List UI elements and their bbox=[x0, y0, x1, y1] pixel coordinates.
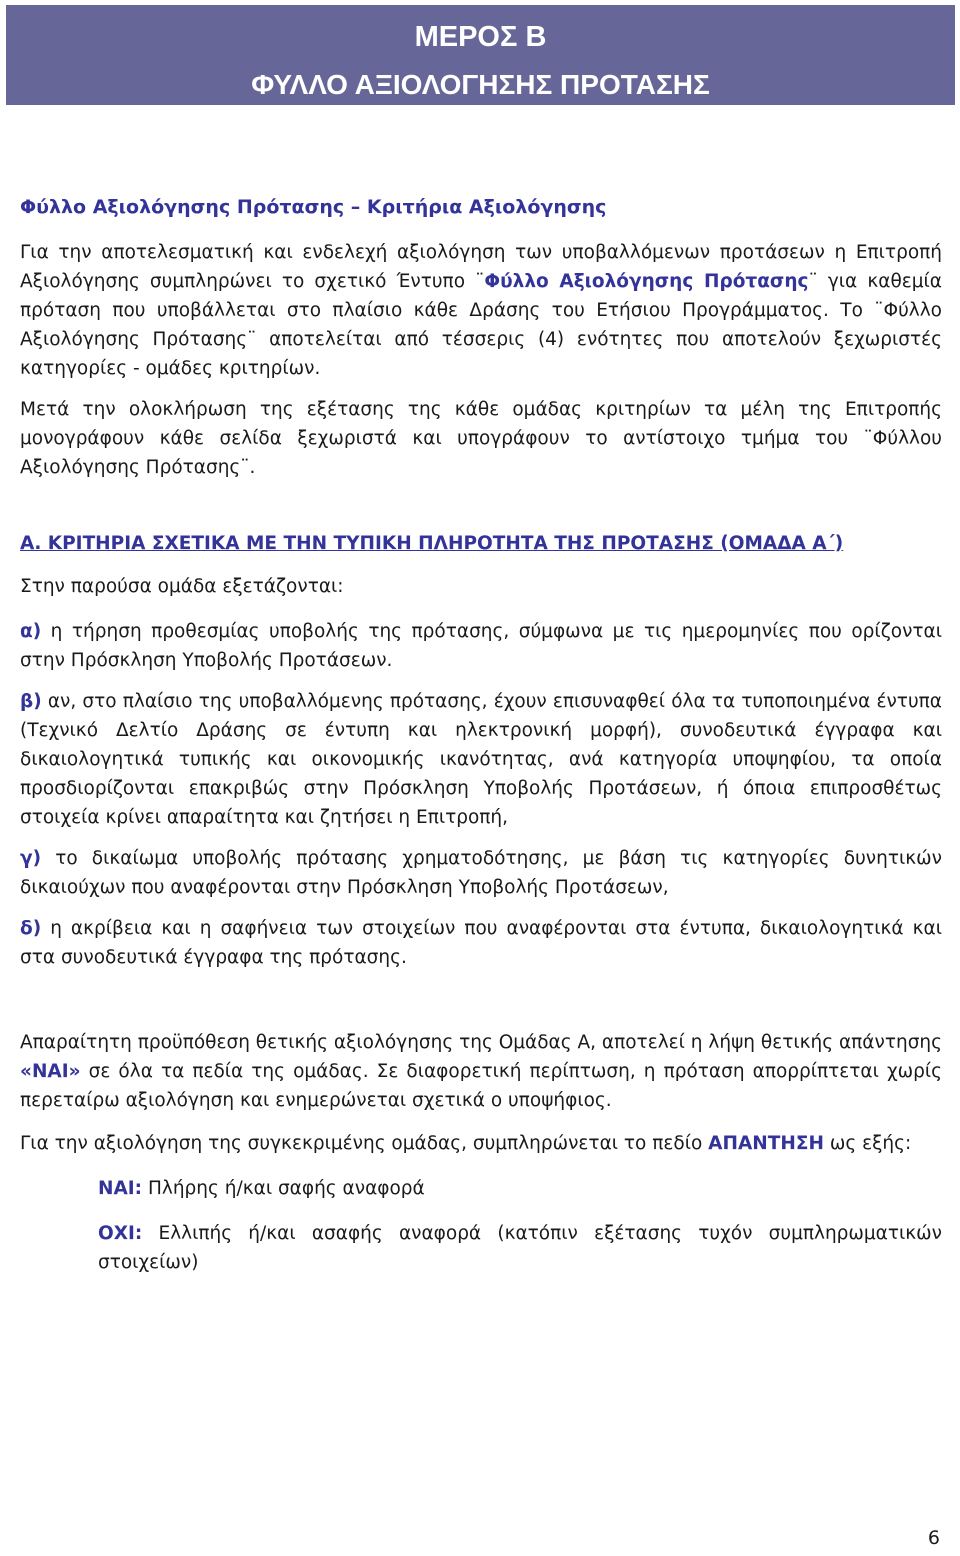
item-text: το δικαίωμα υποβολής πρότασης χρηματοδότησης, με βάση τις κατηγορίες δυνητικών δικαιούχων που αναφέρονται στην Πρόσκληση Υποβολής Προτάσεων, bbox=[20, 848, 942, 898]
criterion-item bbox=[20, 617, 942, 675]
instructions-text-cont: ως εξής: bbox=[824, 1133, 912, 1154]
prerequisite-text-cont: σε όλα τα πεδία της ομάδας. Σε διαφορετική περίπτωση, η πρόταση απορρίπτεται χωρίς περεταίρω αξιολόγηση και ενημερώνεται σχετικά ο υποψήφιος. bbox=[20, 1061, 942, 1111]
prerequisite-paragraph bbox=[20, 1028, 942, 1115]
intro-text-cont: ¨ για καθεμία πρόταση που υποβάλλεται στο πλαίσιο κάθε Δράσης του Ετήσιου Προγράμματος. Το ¨Φύλλο Αξιολόγησης Πρότασης¨ αποτελείται από τέσσερις (4) ενότητες που αποτελούν ξεχωριστές κατηγορίες - ομάδες κριτηρίων. bbox=[20, 271, 943, 379]
item-label: δ) bbox=[20, 918, 42, 939]
answer-field-emphasis: ΑΠΑΝΤΗΣΗ bbox=[708, 1133, 824, 1154]
form-name-emphasis: Φύλλο Αξιολόγησης Πρότασης bbox=[484, 271, 809, 292]
definition-text: Ελλιπής ή/και ασαφής αναφορά (κατόπιν εξέτασης τυχόν συμπληρωματικών στοιχείων) bbox=[98, 1223, 942, 1273]
sheet-title: ΦΥΛΛΟ ΑΞΙΟΛΟΓΗΣΗΣ ΠΡΟΤΑΣΗΣ bbox=[251, 69, 710, 100]
prerequisite-text: Απαραίτητη προϋπόθεση θετικής αξιολόγησης της Ομάδας Α, αποτελεί η λήψη θετικής απάντησης bbox=[20, 1032, 942, 1053]
intro-text: Για την αποτελεσματική και ενδελεχή αξιολόγηση των υποβαλλόμενων προτάσεων η Επιτροπή Αξιολόγησης συμπληρώνει το σχετικό Έντυπο ¨ bbox=[20, 242, 942, 292]
page-number: 6 bbox=[927, 1527, 940, 1549]
definition-no bbox=[20, 1219, 942, 1277]
item-text: η ακρίβεια και η σαφήνεια των στοιχείων που αναφέρονται στα έντυπα, δικαιολογητικά και στα συνοδευτικά έγγραφα της πρότασης. bbox=[20, 918, 942, 968]
criterion-item bbox=[20, 914, 942, 972]
section-a-lead: Στην παρούσα ομάδα εξετάζονται: bbox=[20, 576, 344, 597]
fill-instructions bbox=[20, 1129, 942, 1158]
item-text: η τήρηση προθεσμίας υποβολής της πρότασης, σύμφωνα με τις ημερομηνίες που ορίζονται στην Πρόσκληση Υποβολής Προτάσεων. bbox=[20, 621, 942, 671]
definition-yes bbox=[20, 1174, 942, 1203]
item-label: α) bbox=[20, 621, 42, 642]
yes-emphasis: «ΝΑΙ» bbox=[20, 1061, 81, 1082]
item-label: γ) bbox=[20, 848, 42, 869]
criterion-item bbox=[20, 844, 942, 902]
definition-term: ΝΑΙ: bbox=[98, 1178, 143, 1199]
document-body bbox=[20, 196, 942, 1277]
subtitle: Φύλλο Αξιολόγησης Πρότασης – Κριτήρια Αξιολόγησης bbox=[20, 196, 607, 218]
part-title: ΜΕΡΟΣ Β bbox=[414, 21, 547, 53]
definition-text: Πλήρης ή/και σαφής αναφορά bbox=[142, 1178, 425, 1199]
definition-term: ΟΧΙ: bbox=[98, 1223, 143, 1244]
intro-paragraph bbox=[20, 238, 942, 383]
criterion-item bbox=[20, 687, 942, 832]
section-banner bbox=[6, 5, 955, 105]
item-text: αν, στο πλαίσιο της υποβαλλόμενης πρότασης, έχουν επισυναφθεί όλα τα τυποποιημένα έντυπα (Τεχνικό Δελτίο Δράσης σε έντυπη και ηλεκτρονική μορφή), συνοδευτικά έγγραφα και δικαιολογητικά τυπικής και οικονομικής ικανότητας, ανά κατηγορία υποψηφίου, τα οποία προσδιορίζονται επακριβώς στην Πρόσκληση Υποβολής Προτάσεων, ή όποια επιπροσθέτως στοιχεία κρίνει απαραίτητα και ζητήσει η Επιτροπή, bbox=[20, 691, 942, 828]
signing-paragraph: Μετά την ολοκλήρωση της εξέτασης της κάθε ομάδας κριτηρίων τα μέλη της Επιτροπής μονογράφουν κάθε σελίδα ξεχωριστά και υπογράφουν το αντίστοιχο τμήμα του ¨Φύλλου Αξιολόγησης Πρότασης¨. bbox=[20, 399, 942, 478]
item-label: β) bbox=[20, 691, 42, 712]
instructions-text: Για την αξιολόγηση της συγκεκριμένης ομάδας, συμπληρώνεται το πεδίο bbox=[20, 1133, 709, 1154]
section-a-heading: Α. ΚΡΙΤΗΡΙΑ ΣΧΕΤΙΚΑ ΜΕ ΤΗΝ ΤΥΠΙΚΗ ΠΛΗΡΟΤΗΤΑ ΤΗΣ ΠΡΟΤΑΣΗΣ (ΟΜΑΔΑ Α΄) bbox=[20, 533, 844, 554]
